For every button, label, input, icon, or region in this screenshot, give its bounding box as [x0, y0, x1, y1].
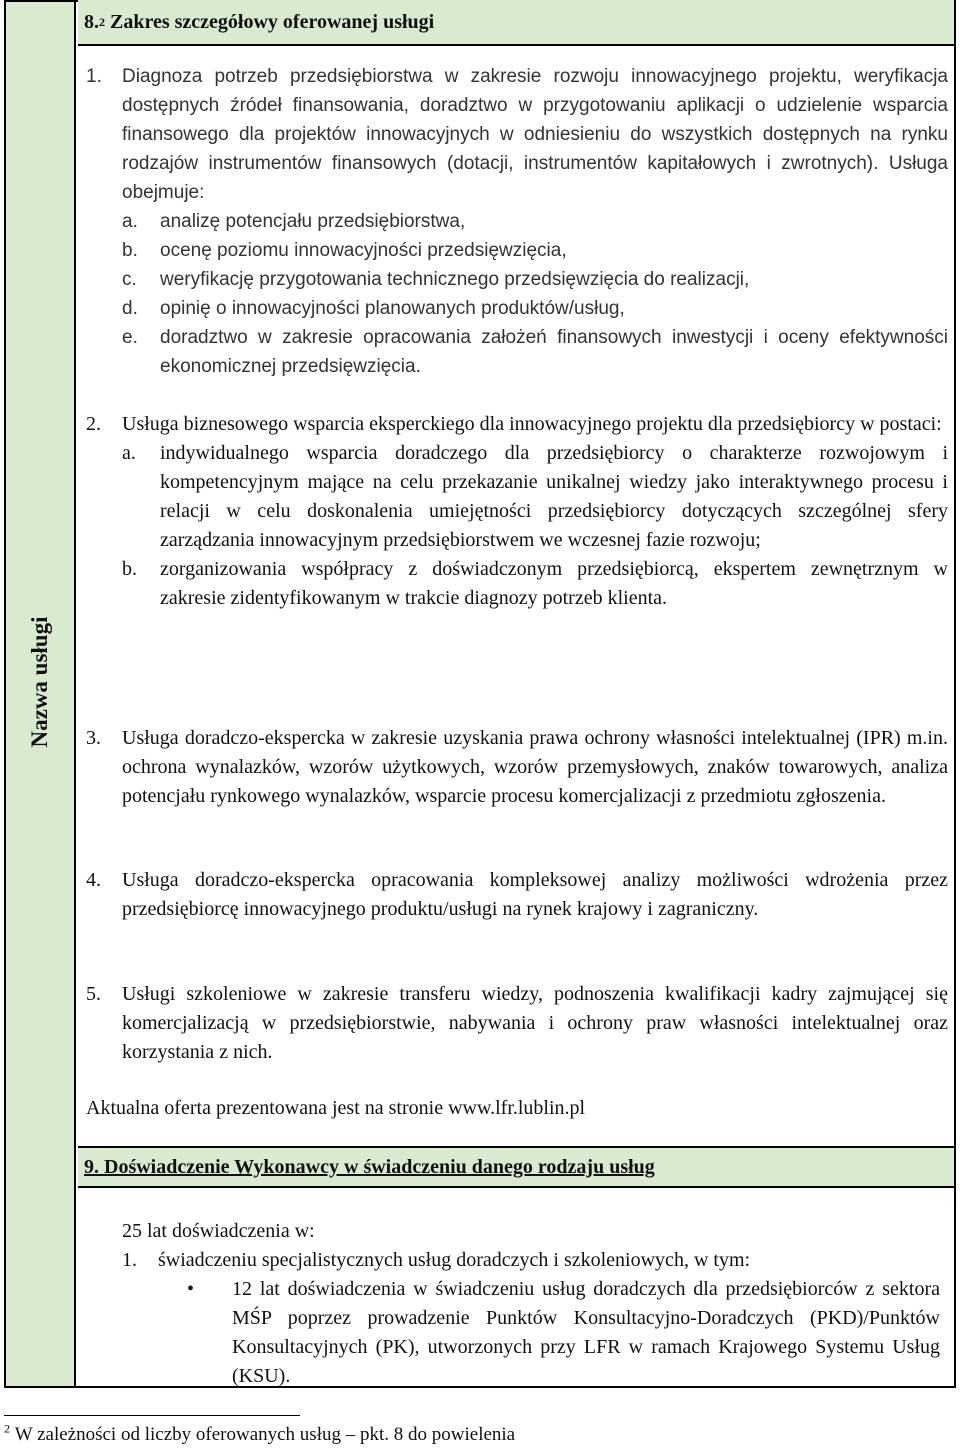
experience-line: świadczeniu specjalistycznych usług doradczych i szkoleniowych, w tym: — [158, 1249, 751, 1271]
item-2-text: Usługa biznesowego wsparcia eksperckiego dla innowacyjnego projektu dla przedsiębiorcy w postaci: — [122, 413, 942, 435]
item-3-text: Usługa doradczo-ekspercka w zakresie uzyskania prawa ochrony własności intelektualnej (IPR) m.in. ochrona wynalazków, wzorów użytkowych, wzorów przemysłowych, znaków towarowych, analiza potencjału rynkowego wynalazków, wsparcie procesu komercjalizacji z przedmiotu zgłoszenia. — [122, 727, 948, 807]
item-1-text: Diagnoza potrzeb przedsiębiorstwa w zakresie rozwoju innowacyjnego projektu, weryfikacja dostępnych źródeł finansowania, doradztwo w przygotowaniu aplikacji o udzielenie wsparcia finansowego dla projektów innowacyjnych w odniesieniu do wszystkich dostępnych na rynku rodzajów instrumentów finansowych (dotacji, instrumentów kapitałowych i zwrotnych). Usługa obejmuje: — [122, 66, 948, 203]
item-4-number: 4. — [86, 869, 101, 891]
list-item: b. ocenę poziomu innowacyjności przedsięwzięcia, — [122, 240, 567, 261]
item-1-number: 1. — [86, 66, 102, 87]
list-item: c. weryfikację przygotowania technicznego przedsięwzięcia do realizacji, — [122, 269, 750, 290]
item-5-number: 5. — [86, 983, 101, 1005]
section-9-header — [78, 1146, 954, 1188]
item-5-text: Usługi szkoleniowe w zakresie transferu wiedzy, podnoszenia kwalifikacji kadry zajmującej się komercjalizacją w przedsiębiorstwie, nabywania i ochrony praw własności intelektualnej oraz korzystania z nich. — [122, 983, 948, 1063]
item-4 — [86, 866, 948, 924]
section-8-title: Zakres szczegółowy oferowanej usługi — [110, 10, 435, 33]
list-item: b. zorganizowania współpracy z doświadczonym przedsiębiorcą, ekspertem zewnętrznym w zakresie zidentyfikowanym w trakcie diagnozy potrzeb klienta. — [122, 558, 948, 609]
experience-bullet-text: 12 lat doświadczenia w świadczeniu usług doradczych dla przedsiębiorców z sektora MŚP poprzez prowadzenie Punktów Konsultacyjno-Doradczych (PKD)/Punktów Konsultacyjnych (PK), utworzonych przy LFR w ramach Krajowego Systemu Usług (KSU). — [232, 1278, 940, 1387]
list-item: e. doradztwo w zakresie opracowania założeń finansowych inwestycji i oceny efektywności ekonomicznej przedsięwzięcia. — [122, 327, 948, 377]
list-item: a. indywidualnego wsparcia doradczego dla przedsiębiorcy o charakterze rozwojowym i kompetencyjnym mające na celu przekazanie unikalnej wiedzy jako interaktywnego procesu i relacji w celu doskonalenia umiejętności przedsiębiorcy dotyczących szczególnej sfery zarządzania innowacyjnym przedsiębiorstwem we wczesnej fazie rozwoju; — [122, 442, 948, 551]
experience-intro: 25 lat doświadczenia w: — [122, 1220, 315, 1242]
footnote-number: 2 — [4, 1421, 10, 1436]
sidebar-column — [4, 0, 76, 1388]
footnote — [4, 1421, 516, 1446]
item-1 — [86, 62, 948, 381]
section-8-header: 8. 2 Zakres szczegółowy oferowanej usługi — [78, 0, 954, 46]
list-item: a. analizę potencjału przedsiębiorstwa, — [122, 211, 466, 232]
item-3 — [86, 724, 948, 811]
bullet-icon: • — [186, 1278, 194, 1300]
item-4-text: Usługa doradczo-ekspercka opracowania kompleksowej analizy możliwości wdrożenia przez przedsiębiorcę innowacyjnego produktu/usługi na rynek krajowy i zagraniczny. — [122, 869, 948, 920]
experience — [122, 1217, 948, 1391]
item-5 — [86, 980, 948, 1067]
offer-note: Aktualna oferta prezentowana jest na stronie www.lfr.lublin.pl — [86, 1097, 586, 1119]
item-3-number: 3. — [86, 727, 101, 749]
section-9-title: 9. Doświadczenie Wykonawcy w świadczeniu danego rodzaju usług — [84, 1155, 655, 1178]
item-2-number: 2. — [86, 413, 101, 435]
sidebar-label: Nazwa usługi — [27, 616, 52, 748]
footnote-text: W zależności od liczby oferowanych usług – pkt. 8 do powielenia — [14, 1424, 516, 1445]
footnote-divider — [4, 1415, 300, 1416]
item-2 — [86, 410, 948, 613]
experience-number: 1. — [122, 1249, 137, 1271]
list-item: d. opinię o innowacyjności planowanych produktów/usług, — [122, 298, 625, 319]
section-8-number: 8. — [84, 10, 99, 33]
list-item — [122, 1275, 948, 1391]
